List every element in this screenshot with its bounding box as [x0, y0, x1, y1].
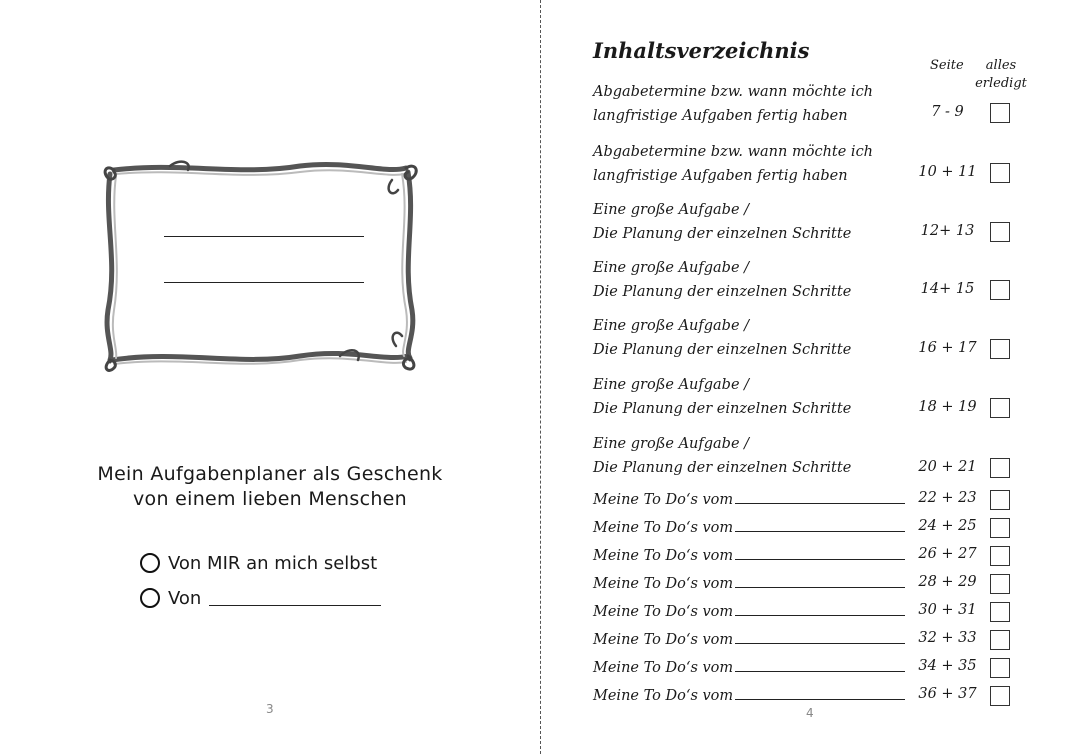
toc-entry-pages: 16 + 17	[918, 340, 977, 356]
done-checkbox[interactable]	[990, 398, 1010, 418]
ornamental-frame-icon	[100, 160, 420, 372]
todo-entry-label: Meine To Do‘s vom	[593, 660, 734, 676]
done-checkbox[interactable]	[990, 163, 1010, 183]
todo-entry-label: Meine To Do‘s vom	[593, 576, 734, 592]
done-checkbox[interactable]	[990, 458, 1010, 478]
toc-entry-line: Die Planung der einzelnen Schritte	[593, 460, 852, 476]
todo-entry	[593, 600, 905, 624]
gift-title	[60, 462, 480, 512]
toc-entry	[593, 140, 873, 188]
column-header-done	[972, 57, 1030, 93]
done-checkbox[interactable]	[990, 602, 1010, 622]
todo-entry-label: Meine To Do‘s vom	[593, 492, 734, 508]
todo-entry-pages: 26 + 27	[918, 546, 977, 562]
todo-entry-pages: 36 + 37	[918, 686, 977, 702]
todo-date-blank-line[interactable]	[735, 659, 905, 672]
toc-entry-line: Abgabetermine bzw. wann möchte ich	[593, 84, 874, 100]
todo-entry-pages: 22 + 23	[918, 490, 977, 506]
toc-entry-line: langfristige Aufgaben fertig haben	[593, 168, 848, 184]
done-checkbox[interactable]	[990, 222, 1010, 242]
toc-entry-line: Eine große Aufgabe /	[593, 436, 750, 452]
todo-entry	[593, 544, 905, 568]
toc-entry-line: Die Planung der einzelnen Schritte	[593, 226, 852, 242]
toc-entry-line: Die Planung der einzelnen Schritte	[593, 284, 852, 300]
column-header-done-line: alles	[985, 58, 1017, 73]
done-checkbox[interactable]	[990, 546, 1010, 566]
todo-date-blank-line[interactable]	[735, 603, 905, 616]
gift-title-line: Mein Aufgabenplaner als Geschenk	[97, 463, 443, 485]
gift-option-label: Von	[168, 587, 202, 609]
todo-entry	[593, 572, 905, 596]
column-header-page: Seite	[930, 58, 964, 73]
done-checkbox[interactable]	[990, 686, 1010, 706]
todo-entry	[593, 656, 905, 680]
todo-entry	[593, 488, 905, 512]
done-checkbox[interactable]	[990, 280, 1010, 300]
todo-entry-pages: 24 + 25	[918, 518, 977, 534]
toc-entry-pages: 20 + 21	[918, 459, 977, 475]
todo-entry-label: Meine To Do‘s vom	[593, 632, 734, 648]
todo-entry-pages: 30 + 31	[918, 602, 977, 618]
toc-entry-pages: 18 + 19	[918, 399, 977, 415]
toc-entry-line: langfristige Aufgaben fertig haben	[593, 108, 848, 124]
page-number: 4	[806, 706, 814, 720]
todo-entry	[593, 628, 905, 652]
done-checkbox[interactable]	[990, 518, 1010, 538]
todo-entry-label: Meine To Do‘s vom	[593, 604, 734, 620]
todo-entry-pages: 32 + 33	[918, 630, 977, 646]
done-checkbox[interactable]	[990, 339, 1010, 359]
toc-entry	[593, 432, 851, 480]
toc-entry-line: Eine große Aufgabe /	[593, 260, 750, 276]
todo-entry	[593, 684, 905, 708]
done-checkbox[interactable]	[990, 630, 1010, 650]
todo-date-blank-line[interactable]	[735, 547, 905, 560]
toc-entry-line: Eine große Aufgabe /	[593, 202, 750, 218]
todo-date-blank-line[interactable]	[735, 519, 905, 532]
toc-entry-pages: 14+ 15	[920, 281, 975, 297]
gift-title-line: von einem lieben Menschen	[132, 488, 408, 510]
column-header-done-line: erledigt	[975, 76, 1027, 91]
page-title: Inhaltsverzeichnis	[593, 38, 810, 63]
todo-entry-label: Meine To Do‘s vom	[593, 520, 734, 536]
done-checkbox[interactable]	[990, 574, 1010, 594]
todo-entry-pages: 34 + 35	[918, 658, 977, 674]
radio-circle-icon[interactable]	[140, 588, 160, 608]
toc-entry-pages: 7 - 9	[931, 104, 964, 120]
todo-date-blank-line[interactable]	[735, 687, 905, 700]
toc-entry	[593, 256, 851, 304]
frame-blank-line	[164, 282, 364, 283]
toc-entry	[593, 373, 851, 421]
done-checkbox[interactable]	[990, 103, 1010, 123]
toc-entry-pages: 12+ 13	[920, 223, 975, 239]
todo-date-blank-line[interactable]	[735, 491, 905, 504]
radio-circle-icon[interactable]	[140, 553, 160, 573]
todo-entry-label: Meine To Do‘s vom	[593, 688, 734, 704]
todo-entry-pages: 28 + 29	[918, 574, 977, 590]
toc-entry-line: Eine große Aufgabe /	[593, 318, 750, 334]
gift-from-blank-line[interactable]	[209, 591, 381, 606]
todo-entry-label: Meine To Do‘s vom	[593, 548, 734, 564]
gift-option-self[interactable]	[140, 549, 377, 577]
done-checkbox[interactable]	[990, 658, 1010, 678]
toc-entry-line: Eine große Aufgabe /	[593, 377, 750, 393]
gift-option-label: Von MIR an mich selbst	[168, 552, 378, 574]
frame-blank-line	[164, 236, 364, 237]
gift-option-other[interactable]	[140, 584, 381, 612]
toc-entry-line: Die Planung der einzelnen Schritte	[593, 342, 852, 358]
toc-entry	[593, 80, 873, 128]
toc-entry	[593, 198, 851, 246]
todo-date-blank-line[interactable]	[735, 575, 905, 588]
toc-entry-line: Abgabetermine bzw. wann möchte ich	[593, 144, 874, 160]
toc-entry-pages: 10 + 11	[918, 164, 977, 180]
page-number: 3	[266, 702, 274, 716]
done-checkbox[interactable]	[990, 490, 1010, 510]
todo-entry	[593, 516, 905, 540]
toc-entry	[593, 314, 851, 362]
toc-entry-line: Die Planung der einzelnen Schritte	[593, 401, 852, 417]
todo-date-blank-line[interactable]	[735, 631, 905, 644]
